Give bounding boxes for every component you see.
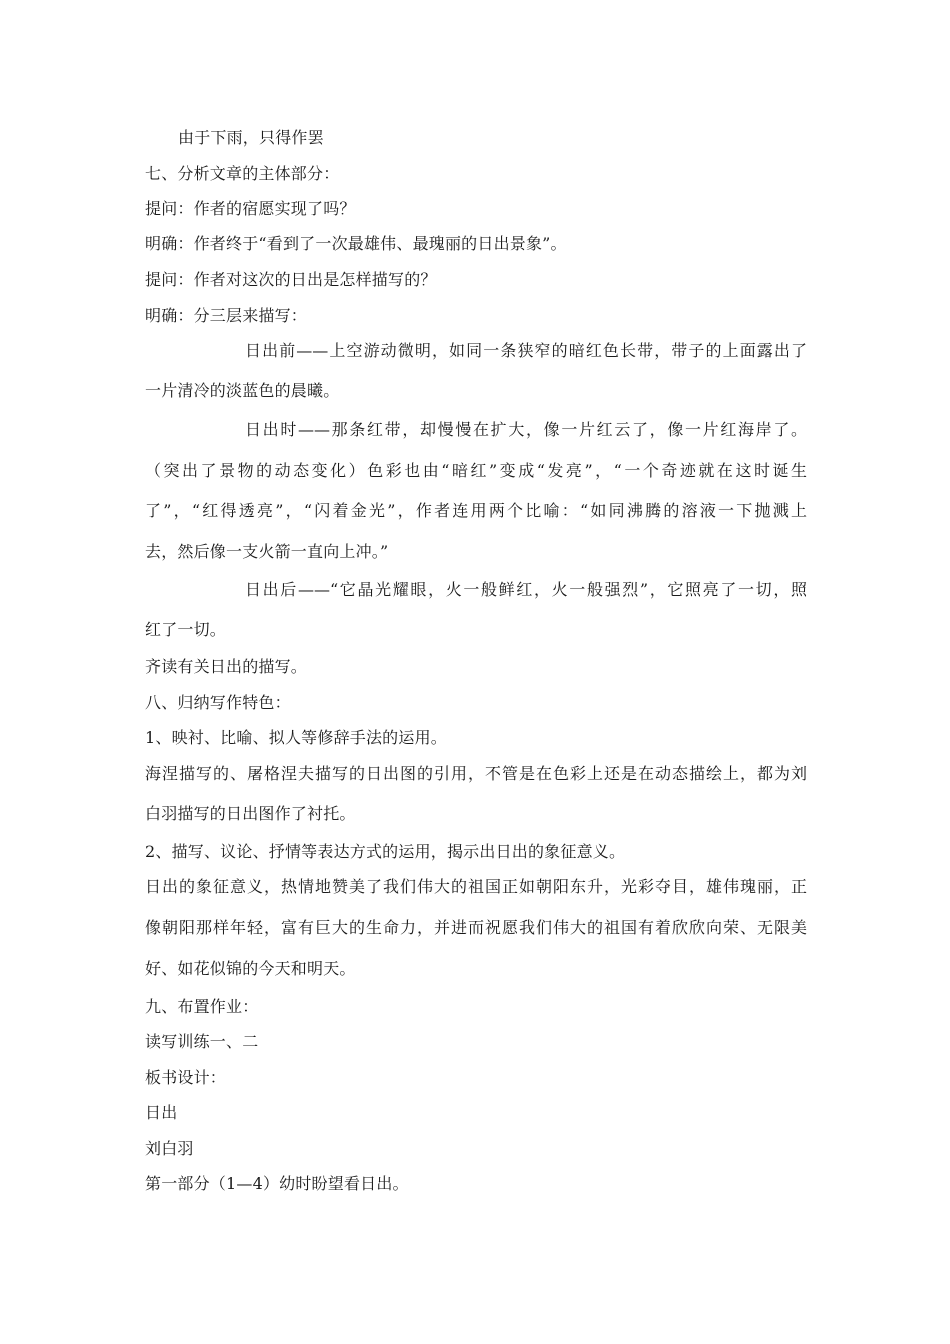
heading-section-8: 八、归纳写作特色： [145,693,291,712]
text-line-before-sunrise-cont: 一片清冷的淡蓝色的晨曦。 [145,381,340,400]
text-line-question-1: 提问：作者的宿愿实现了吗？ [145,199,356,218]
heading-section-7: 七、分析文章的主体部分： [145,164,340,183]
text-line-board-title: 日出 [145,1103,178,1122]
text-line-read-aloud: 齐读有关日出的描写。 [145,657,308,676]
text-line-rain: 由于下雨，只得作罢 [178,128,324,147]
text-line-question-2: 提问：作者对这次的日出是怎样描写的？ [145,270,437,289]
text-line-during-sunrise: 日出时——那条红带，却慢慢在扩大，像一片红云了，像一片红海岸了。 [245,420,807,439]
text-line-during-sunrise-cont-3: 去，然后像一支火箭一直向上冲。” [145,542,389,561]
text-line-point-2: 2、描写、议论、抒情等表达方式的运用，揭示出日出的象征意义。 [145,842,626,861]
text-line-point-2-detail-cont-2: 好、如花似锦的今天和明天。 [145,959,356,978]
text-line-point-1: 1、映衬、比喻、拟人等修辞手法的运用。 [145,728,447,747]
heading-section-9: 九、布置作业： [145,997,259,1016]
text-line-homework: 读写训练一、二 [145,1032,259,1051]
text-line-after-sunrise-cont: 红了一切。 [145,620,227,639]
text-line-point-2-detail: 日出的象征意义，热情地赞美了我们伟大的祖国正如朝阳东升，光彩夺目，雄伟瑰丽，正 [145,877,807,896]
text-line-after-sunrise: 日出后——“它晶光耀眼，火一般鲜红，火一般强烈”，它照亮了一切，照 [245,580,807,599]
text-line-point-1-detail: 海涅描写的、屠格涅夫描写的日出图的引用，不管是在色彩上还是在动态描绘上，都为刘 [145,764,807,783]
text-line-point-2-detail-cont-1: 像朝阳那样年轻，富有巨大的生命力，并进而祝愿我们伟大的祖国有着欣欣向荣、无限美 [145,918,807,937]
text-line-before-sunrise: 日出前——上空游动微明，如同一条狭窄的暗红色长带，带子的上面露出了 [245,341,807,360]
text-line-point-1-detail-cont: 白羽描写的日出图作了衬托。 [145,804,356,823]
text-line-during-sunrise-cont-2: 了”，“红得透亮”，“闪着金光”，作者连用两个比喻：“如同沸腾的溶液一下抛溅上 [145,501,807,520]
text-line-during-sunrise-cont-1: （突出了景物的动态变化）色彩也由“暗红”变成“发亮”，“一个奇迹就在这时诞生 [145,461,807,480]
text-line-board-design: 板书设计： [145,1068,227,1087]
text-line-answer-2: 明确：分三层来描写： [145,306,308,325]
text-line-board-author: 刘白羽 [145,1139,194,1158]
text-line-answer-1: 明确：作者终于“看到了一次最雄伟、最瑰丽的日出景象”。 [145,234,567,253]
text-line-board-part-1: 第一部分（1—4）幼时盼望看日出。 [145,1174,409,1193]
